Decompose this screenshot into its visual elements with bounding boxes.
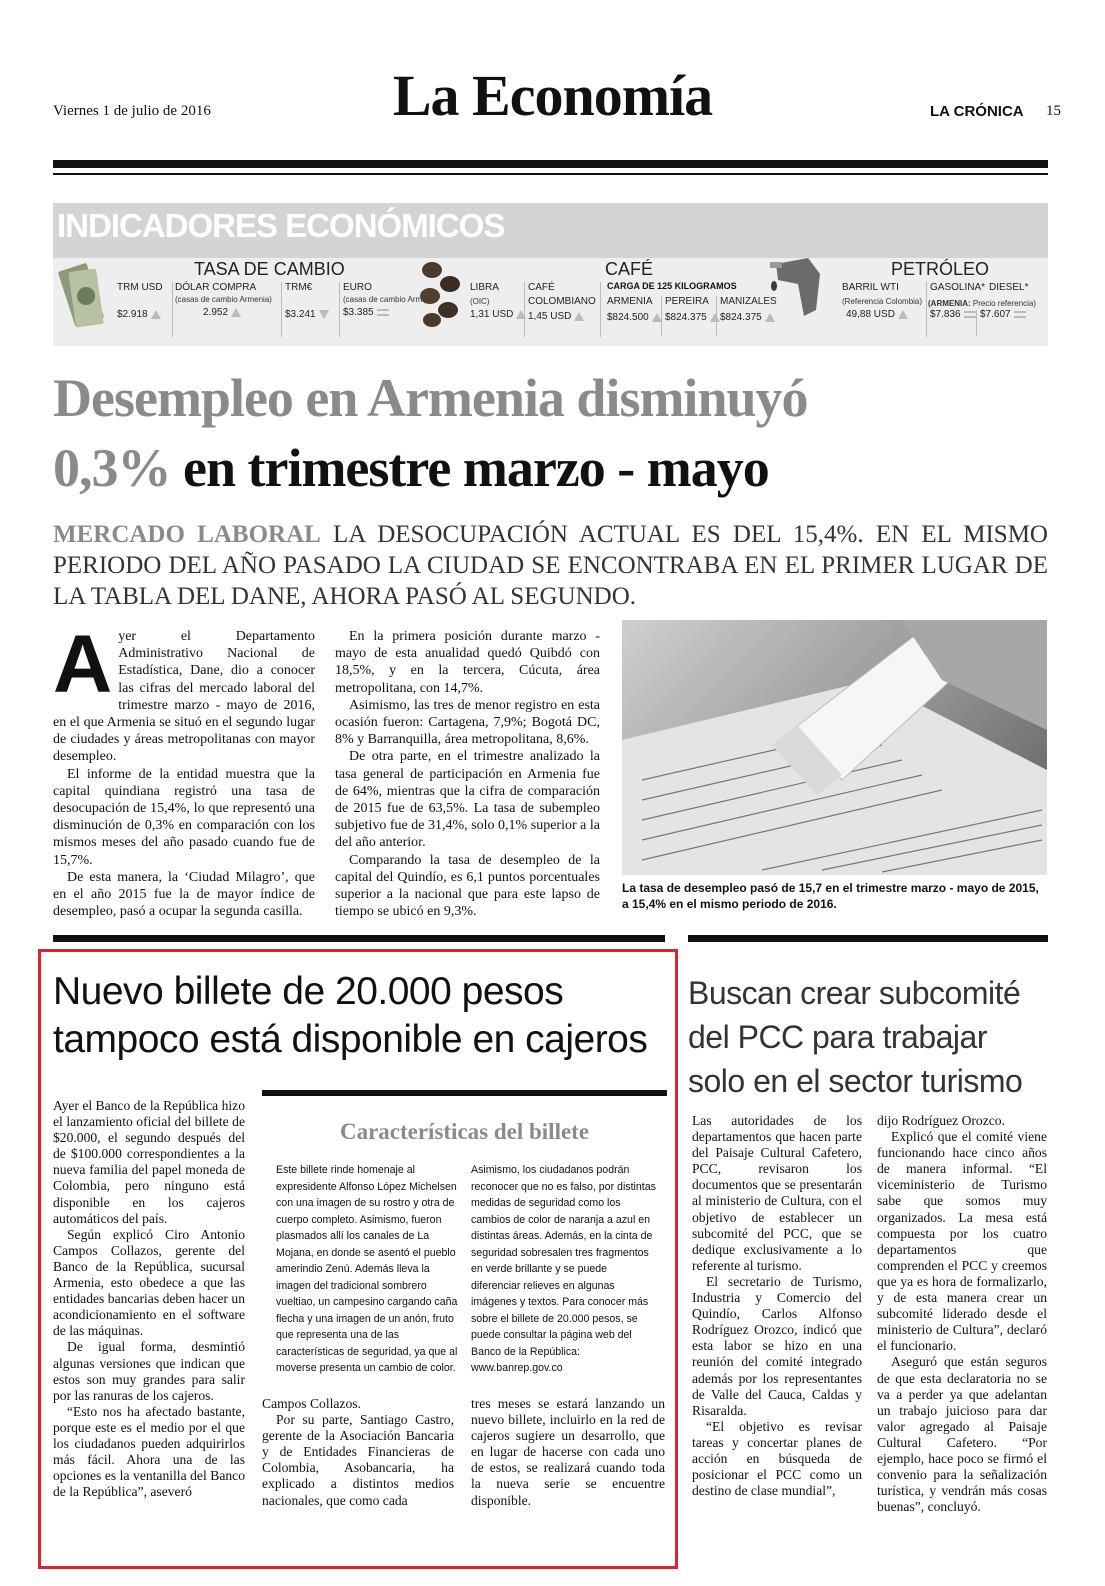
header-rule-thin xyxy=(53,173,1048,175)
indicator-item: TRM USD $2.918 xyxy=(117,282,163,320)
indicator-item: ARMENIA $824.500 xyxy=(607,295,662,323)
section-rule-left xyxy=(53,935,665,942)
page-number: 15 xyxy=(1046,103,1061,119)
sidebar-title: Características del billete xyxy=(339,1119,590,1144)
classifieds-photo xyxy=(622,620,1047,875)
trend-up-icon xyxy=(231,308,241,317)
indicator-divider xyxy=(281,282,282,337)
highlighter-on-classifieds-image xyxy=(622,620,1047,875)
pcc-headline: Buscan crear subcomité del PCC para trabajar solo en el sector turismo xyxy=(688,975,1023,1099)
indicator-divider xyxy=(716,296,717,336)
indicator-divider xyxy=(976,310,977,336)
trend-equal-icon xyxy=(377,309,389,316)
indicator-item: LIBRA (OIC) 1,31 USD xyxy=(470,281,526,320)
indicator-item: MANIZALES $824.375 xyxy=(720,296,777,323)
section-title: La Economía xyxy=(392,63,713,128)
main-column-2: En la primera posición durante marzo - mayo de esta anualidad quedó Quibdó con 18,5%, y en la tercera, Cúcuta, área metropolitana, con 14,7%. Asimismo, las tres de menor registro en esta ocasión fueron: Cartagena, 7,9%; Bogotá DC, 8% y Barranquilla, área metropolitana, 8,6%. De otra parte, en el trimestre analizado la tasa general de participación en Armenia fue de 64%, mientras que la cifra de comparación de 2015 fue de 63,5%. La tasa de subempleo subjetivo fue de 31,4%, solo 0,1% superior a la del año anterior. Comparando la tasa de desempleo de la capital del Quindío, es 6,1 puntos porcentuales superior a la nacional que para este lapso de tiempo se ubicó en 9,3%. xyxy=(335,629,600,920)
indicators-title: INDICADORES ECONÓMICOS xyxy=(57,207,505,244)
main-column-1: Ayer el Departamento Administrativo Nacional de Estadística, Dane, dio a conocer las cifras del mercado laboral del trimestre marzo - mayo de 2016, en el que Armenia se situó en el segundo lugar de ciudades y áreas metropolitanas con mayor desempleo. El informe de la entidad muestra que la capital quindiana registró una tasa de desocupación de 15,4%, lo que representó una disminución de 0,3% en comparación con los mismos meses del año pasado cuando fue de 15,7%. De esta manera, la ‘Ciudad Milagro’, que en el año 2015 fue la de mayor índice de desempleo, pasó a ocupar la segunda casilla. xyxy=(53,619,315,920)
pcc-column-1: Las autoridades de los departamentos que hacen parte del Paisaje Cultural Cafetero, PCC, revisaron los documentos que se presentarán al ministerio de Cultura, con el objetivo de establecer un subcomité del PCC, que se dedique exclusivamente a lo referente al turismo. El secretario de Turismo, Industria y Comercio del Quindío, Carlos Alfonso Rodríguez Orozco, indicó que esta labor se hizo en una reunión del comité integrado además por los representantes de Valle del Cauca, Caldas y Risaralda. “El objetivo es revisar tareas y concertar planes de acción en búsqueda de posicionar el PCC como un destino de clase mundial”, xyxy=(692,1113,862,1499)
indicator-item: PEREIRA $824.375 xyxy=(665,295,720,323)
indicator-item: GASOLINA* $7.836 xyxy=(930,282,986,320)
trend-up-icon xyxy=(898,310,908,319)
header-rule-thick xyxy=(53,160,1048,168)
indicator-item: DIESEL* $7.607 xyxy=(980,282,1029,320)
indicator-item: BARRIL WTI (Referencia Colombia) 49,88 USD xyxy=(842,282,923,320)
trend-up-icon xyxy=(574,312,584,321)
main-headline-line2: 0,3% en trimestre marzo - mayo xyxy=(53,438,769,498)
trend-up-icon xyxy=(710,313,720,322)
indicator-item: EURO (casas de cambio Arm.) $3.385 xyxy=(343,282,428,318)
trend-down-icon xyxy=(319,310,329,319)
billete-column-1: Ayer el Banco de la República hizo el lanzamiento oficial del billete de $20.000, el segundo después del de $100.000 correspondientes a la nueva familia del papel moneda de Colombia, pero ninguno está disponible en los cajeros automáticos del país. Según explicó Ciro Antonio Campos Collazos, gerente del Banco de la República, sucursal Armenia, esto obedece a que las entidades bancarias deben hacer un acondicionamiento en el software de las máquinas. De igual forma, desmintió algunas versiones que indican que estos son muy grandes para salir por las ranuras de los cajeros. “Esto nos ha afectado bastante, porque este es el medio por el que los ciudadanos pueden adquirirlos más fácil. Ahora una de las opciones es la ventanilla del Banco de la República”, aseveró xyxy=(53,1098,246,1500)
indicator-divider xyxy=(926,282,927,337)
dropcap: A xyxy=(53,619,113,710)
billete-headline: Nuevo billete de 20.000 pesos tampoco está disponible en cajeros xyxy=(53,970,648,1061)
section-rule-right xyxy=(688,935,1048,942)
tasa-group-label: TASA DE CAMBIO xyxy=(194,259,345,279)
main-headline-line1: Desempleo en Armenia disminuyó xyxy=(53,368,808,428)
dollar-bill-icon xyxy=(58,262,110,330)
sidebar-column-2: Asimismo, los ciudadanos podrán reconocer que no es falso, por distintas medidas de seguridad como los cambios de color de naranja a azul en distintas áreas. Además, en la cinta de seguridad sobresalen tres fragmentos en verde brillante y se puede diferenciar relieves en algunas imágenes y textos. Para conocer más sobre el billete de 20.000 pesos, se puede consultar la página web del Banco de la República: www.banrep.gov.co xyxy=(471,1164,656,1374)
trend-equal-icon xyxy=(964,311,976,318)
trend-up-icon xyxy=(151,310,161,319)
indicator-item: DÓLAR COMPRA (casas de cambio Armenia) 2.952 xyxy=(175,282,272,318)
sidebar-rule xyxy=(262,1090,667,1096)
main-deck: MERCADO LABORAL LA DESOCUPACIÓN ACTUAL ES DEL 15,4%. EN EL MISMO PERIODO DEL AÑO PASADO LA CIUDAD SE ENCONTRABA EN EL PRIMER LUGAR DE LA TABLA DEL DANE, AHORA PASÓ AL SEGUNDO. xyxy=(53,521,1048,610)
billete-column-3: tres meses se estará lanzando un nuevo billete, incluirlo en la red de cajeros sugiere un desarrollo, que en lugar de hacerse con cada uno de estos, se realizará cuando toda la nueva serie se encuentre disponible. xyxy=(471,1396,665,1508)
trend-equal-icon xyxy=(1014,311,1026,318)
petroleo-group-label: PETRÓLEO xyxy=(891,259,990,279)
cafe-group-label: CAFÉ xyxy=(605,259,654,279)
trend-up-icon xyxy=(765,313,775,322)
gasolina-note: (ARMENIA: Precio referencia) xyxy=(928,299,1037,308)
newspaper-brand: LA CRÓNICA xyxy=(930,103,1024,120)
indicator-divider xyxy=(524,282,525,337)
photo-caption: La tasa de desempleo pasó de 15,7 en el trimestre marzo - mayo de 2015, a 15,4% en el mismo periodo de 2016. xyxy=(622,881,1039,911)
pcc-column-2: dijo Rodríguez Orozco. Explicó que el comité viene funcionando hace cinco años de manera informal. “El viceministerio de Turismo sabe que somos muy organizados. La mesa está compuesta por los cuatro departamentos que comprenden el PCC y creemos que ya es hora de formalizarlo, y de esta manera crear un subcomité liderado desde el ministerio de Cultura”, declaró el funcionario. Aseguró que están seguros de que esta declaratoria no se va a perder ya que adelantan un trabajo juicioso para dar valor agregado al Paisaje Cultural Cafetero. “Por ejemplo, hace poco se firmó el convenio para la señalización turística, y vendrán más cosas buenas”, concluyó. xyxy=(877,1113,1047,1515)
indicator-divider xyxy=(172,282,173,337)
indicator-item: CAFÉ COLOMBIANO 1,45 USD xyxy=(528,282,596,322)
indicator-divider xyxy=(339,282,340,337)
carga-label: CARGA DE 125 KILOGRAMOS xyxy=(607,281,737,291)
billete-column-2: Campos Collazos. Por su parte, Santiago Castro, gerente de la Asociación Bancaria y de Entidades Financieras de Colombia, Asobancaria, ha explicado a distintos medios nacionales, que como cada xyxy=(262,1396,454,1508)
sidebar-column-1: Este billete rinde homenaje al expresidente Alfonso López Michelsen con una imagen de su rostro y otra de cuerpo completo. Asimismo, fueron plasmados allí los canales de La Mojana, en donde se asentó el pueblo amerindio Zenú. Además lleva la imagen del tradicional sombrero vueltiao, un campesino cargando caña flecha y una imagen de un anón, fruto que representa una de las características de seguridad, ya que al moverse presenta un cambio de color. xyxy=(276,1164,458,1374)
indicator-item: TRM€ $3.241 xyxy=(285,281,329,320)
issue-date: Viernes 1 de julio de 2016 xyxy=(53,103,211,119)
indicator-divider xyxy=(661,296,662,336)
indicator-divider xyxy=(600,282,601,337)
